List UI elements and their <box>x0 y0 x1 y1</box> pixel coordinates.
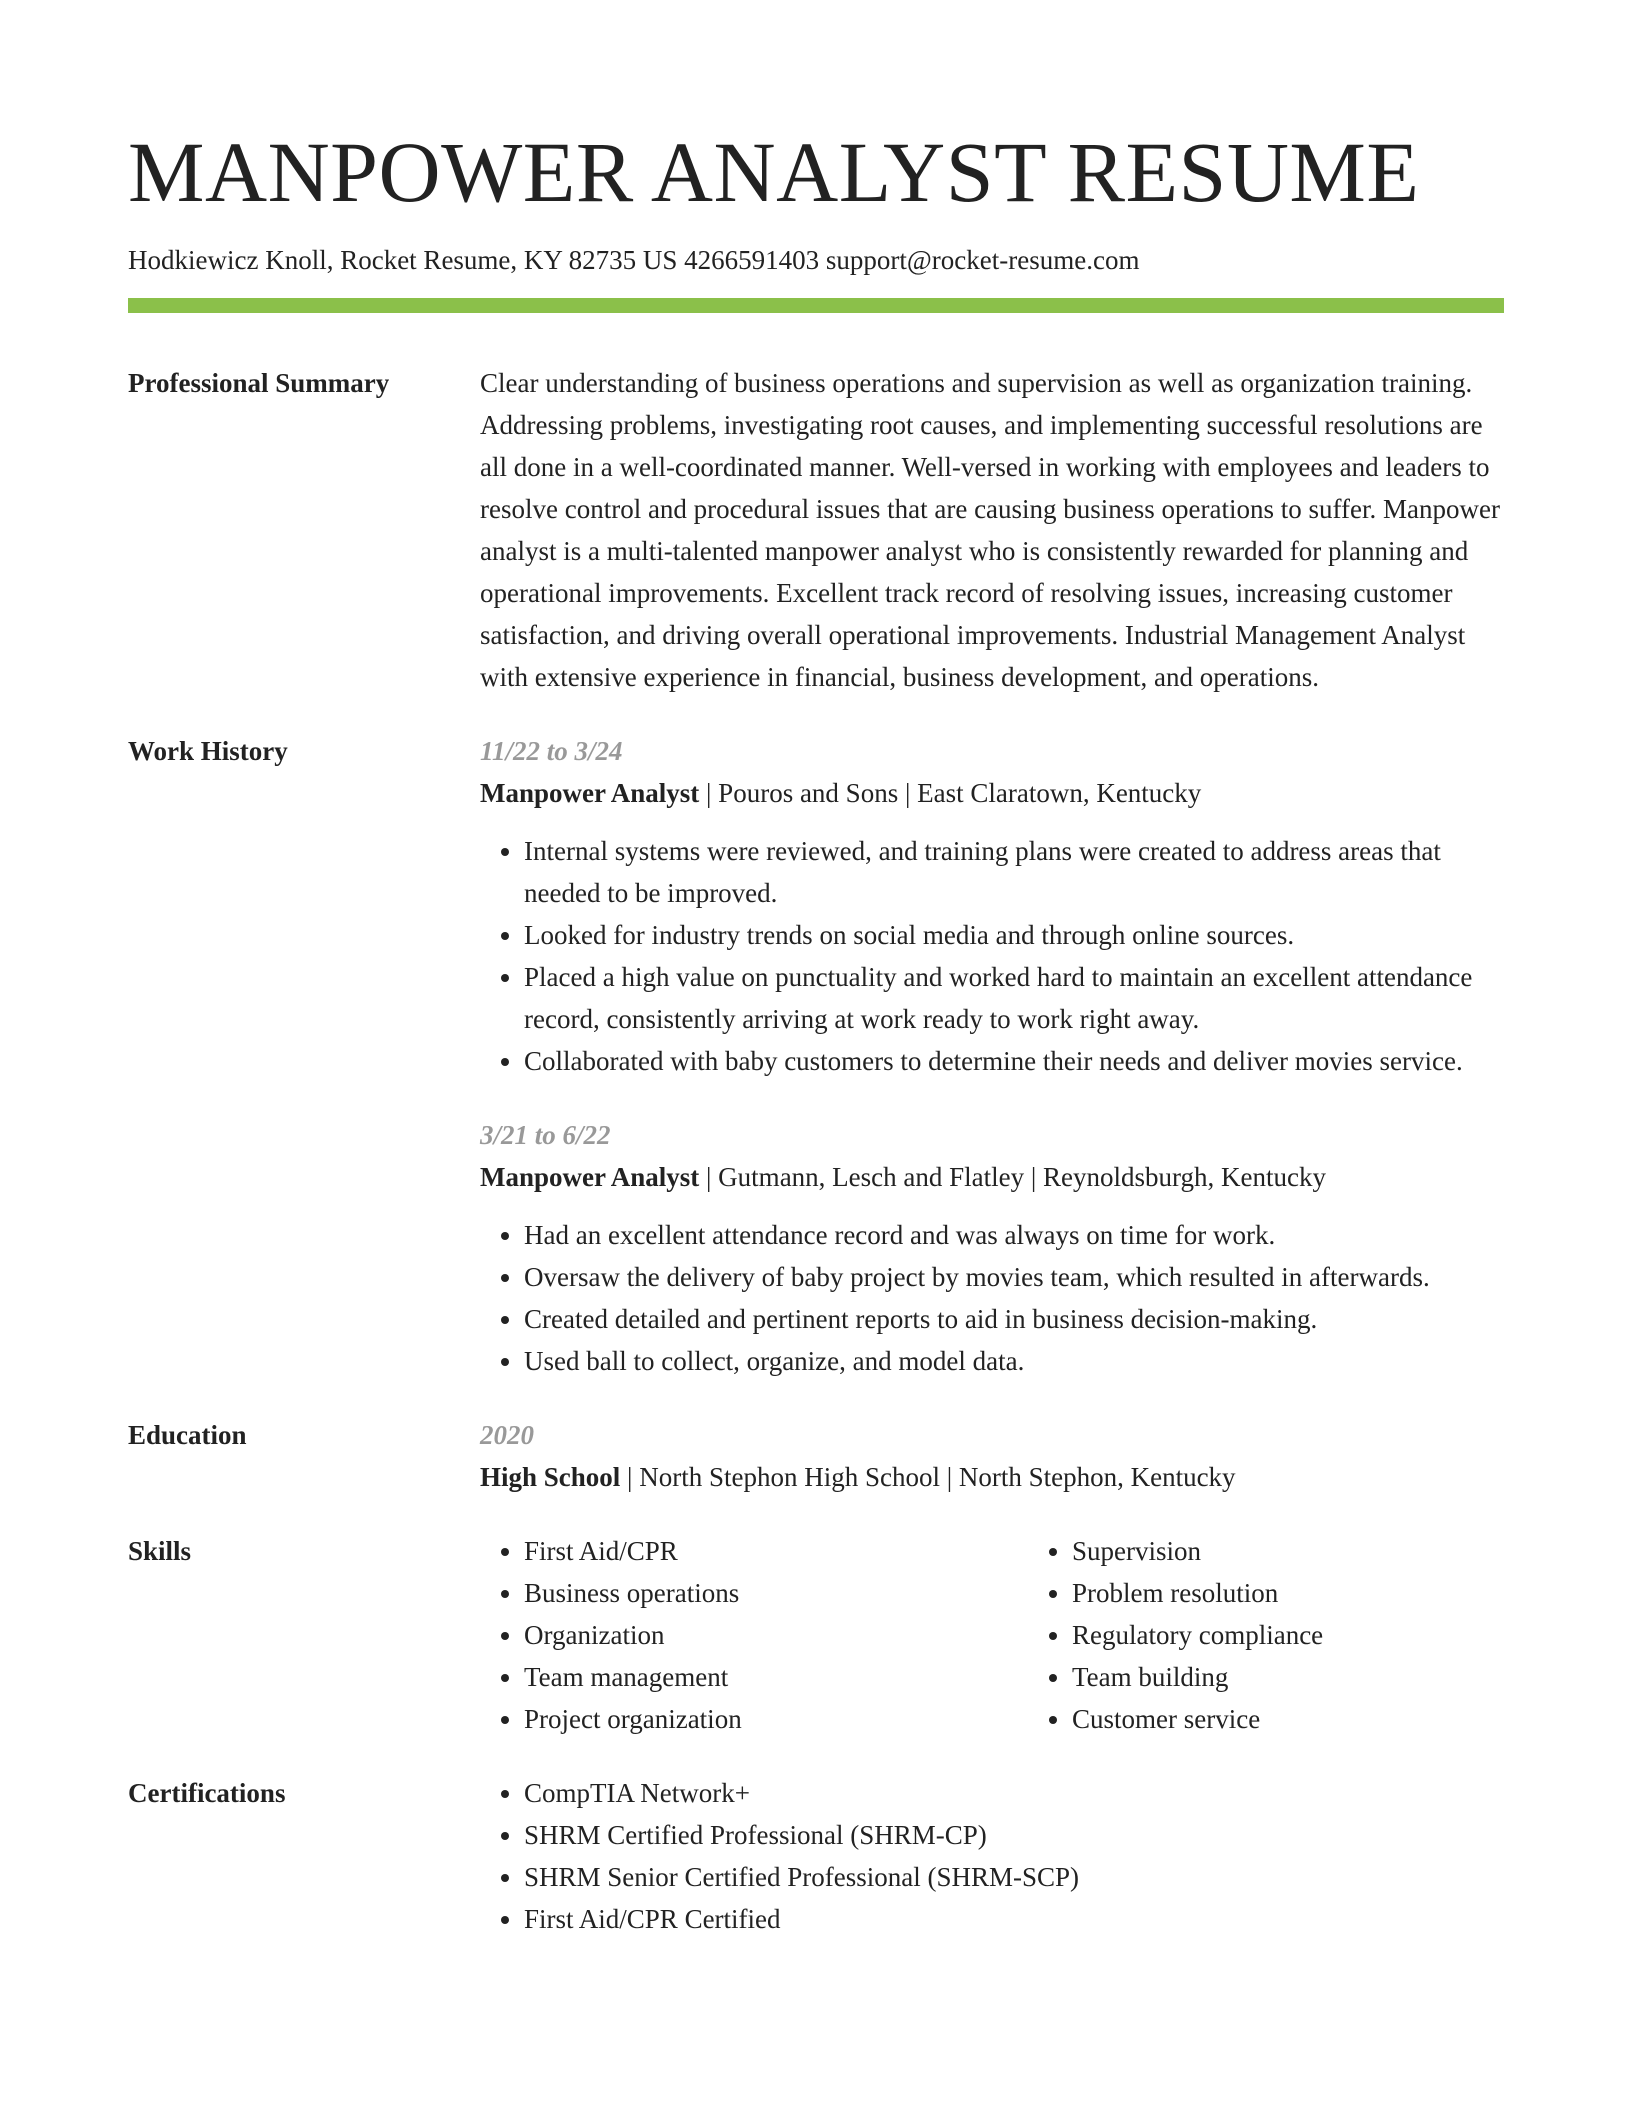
certifications-body <box>480 1772 1504 1940</box>
job-bullet: • Placed a high value on punctuality and worked hard to maintain an excellent attendance record, consistently arriving at work ready to work right away. <box>524 956 1504 1040</box>
skills-grid <box>480 1530 1576 1740</box>
skill-item: • Team building <box>1072 1656 1576 1698</box>
job-bullet: • Internal systems were reviewed, and training plans were created to address areas that needed to be improved. <box>524 830 1504 914</box>
job-bullet: • Had an excellent attendance record and was always on time for work. <box>524 1214 1504 1256</box>
resume-page <box>128 0 1504 1940</box>
job-dates: 11/22 to 3/24 <box>480 736 623 766</box>
skill-item: • Team management <box>524 1656 1028 1698</box>
skills-column-left <box>480 1530 1028 1740</box>
job-title: Manpower Analyst <box>480 778 700 808</box>
summary-text: Clear understanding of business operations and supervision as well as organization training. Addressing problems, investigating root causes, and implementing successful resolutions are all done in a well-coordinated manner. Well-versed in working with employees and leaders to resolve control and procedural issues that are causing business operations to suffer. Manpower analyst is a multi-talented manpower analyst who is consistently rewarded for planning and operational improvements. Excellent track record of resolving issues, increasing customer satisfaction, and driving overall operational improvements. Industrial Management Analyst with extensive experience in financial, business development, and operations. <box>480 368 1500 692</box>
certifications-list <box>480 1772 1504 1940</box>
job-bullet: • Created detailed and pertinent reports to aid in business decision-making. <box>524 1298 1504 1340</box>
skill-item: • Problem resolution <box>1072 1572 1576 1614</box>
skill-item: • Organization <box>524 1614 1028 1656</box>
work-history-body <box>480 730 1504 1382</box>
education-year: 2020 <box>480 1420 534 1450</box>
education-degree: High School <box>480 1462 621 1492</box>
education-section <box>128 1414 1504 1498</box>
job-title: Manpower Analyst <box>480 1162 700 1192</box>
certification-item: • SHRM Certified Professional (SHRM-CP) <box>524 1814 1504 1856</box>
job-role-line <box>480 1156 1504 1198</box>
job-details: | Gutmann, Lesch and Flatley | Reynoldsburgh, Kentucky <box>699 1162 1326 1192</box>
certifications-section <box>128 1772 1504 1940</box>
work-history-section <box>128 730 1504 1382</box>
job-bullet: • Oversaw the delivery of baby project by movies team, which resulted in afterwards. <box>524 1256 1504 1298</box>
job-bullet: • Used ball to collect, organize, and model data. <box>524 1340 1504 1382</box>
job-bullets <box>480 830 1504 1082</box>
section-label-summary: Professional Summary <box>128 368 390 398</box>
skill-item: • First Aid/CPR <box>524 1530 1028 1572</box>
skill-item: • Supervision <box>1072 1530 1576 1572</box>
certification-item: • First Aid/CPR Certified <box>524 1898 1504 1940</box>
job-entry <box>480 730 1504 1082</box>
section-label-work-history: Work History <box>128 736 288 766</box>
job-entry <box>480 1114 1504 1382</box>
job-details: | Pouros and Sons | East Claratown, Kentucky <box>699 778 1202 808</box>
education-body <box>480 1414 1504 1498</box>
contact-info: Hodkiewicz Knoll, Rocket Resume, KY 82735 US 4266591403 support@rocket-resume.com <box>128 245 1140 275</box>
skill-item: • Regulatory compliance <box>1072 1614 1576 1656</box>
header-divider <box>128 298 1504 313</box>
section-label-education: Education <box>128 1420 247 1450</box>
certification-item: • CompTIA Network+ <box>524 1772 1504 1814</box>
job-bullets <box>480 1214 1504 1382</box>
job-bullet: • Looked for industry trends on social media and through online sources. <box>524 914 1504 956</box>
skills-section <box>128 1530 1504 1740</box>
section-label-certifications: Certifications <box>128 1778 286 1808</box>
education-line <box>480 1456 1504 1498</box>
certification-item: • SHRM Senior Certified Professional (SHRM-SCP) <box>524 1856 1504 1898</box>
skill-item: • Project organization <box>524 1698 1028 1740</box>
skills-column-right <box>1028 1530 1576 1740</box>
job-dates: 3/21 to 6/22 <box>480 1120 611 1150</box>
section-label-skills: Skills <box>128 1536 192 1566</box>
resume-title: MANPOWER ANALYST RESUME <box>128 124 1420 220</box>
skill-item: • Customer service <box>1072 1698 1576 1740</box>
job-role-line <box>480 772 1504 814</box>
skill-item: • Business operations <box>524 1572 1028 1614</box>
job-bullet: • Collaborated with baby customers to determine their needs and deliver movies service. <box>524 1040 1504 1082</box>
education-details: | North Stephon High School | North Stephon, Kentucky <box>620 1462 1236 1492</box>
summary-section <box>128 362 1504 698</box>
